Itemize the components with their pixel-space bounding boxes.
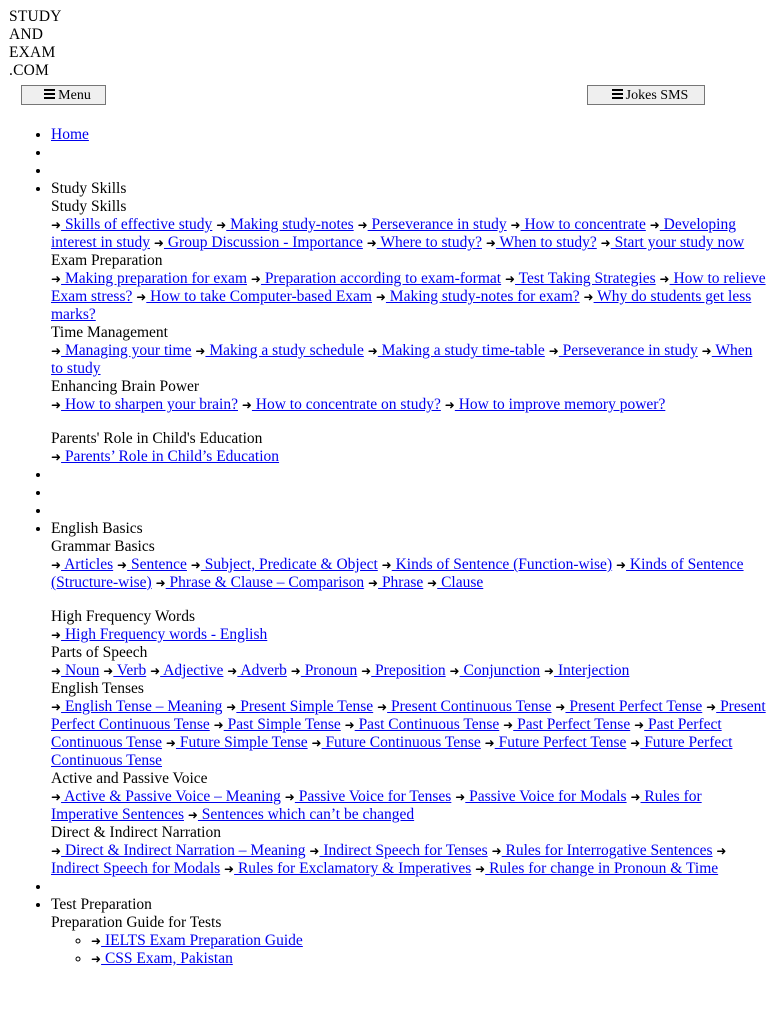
nav-item-empty — [51, 162, 768, 180]
link-present-perfect-tense[interactable]: Present Perfect Tense — [565, 698, 703, 715]
group-links — [51, 662, 768, 680]
arrow-right-icon: ➜ — [377, 700, 388, 714]
arrow-right-icon: ➜ — [485, 236, 496, 250]
arrow-right-icon: ➜ — [311, 736, 322, 750]
arrow-right-icon: ➜ — [51, 344, 62, 358]
arrow-right-icon: ➜ — [51, 844, 62, 858]
link-high-frequency-words-english[interactable]: High Frequency words - English — [61, 626, 268, 643]
group-heading: Active and Passive Voice — [51, 770, 208, 787]
arrow-right-icon: ➜ — [117, 558, 128, 572]
arrow-right-icon: ➜ — [367, 344, 378, 358]
link-rules-for-imperative-sentences[interactable]: Rules for Imperative Sentences — [51, 788, 702, 823]
link-future-continuous-tense[interactable]: Future Continuous Tense — [321, 734, 481, 751]
arrow-right-icon: ➜ — [634, 718, 645, 732]
arrow-right-icon: ➜ — [155, 576, 166, 590]
group-heading: Parts of Speech — [51, 644, 148, 661]
study-skills-menu — [51, 198, 768, 466]
link-making-study-notes-for-exam[interactable]: Making study-notes for exam? — [385, 288, 580, 305]
group-links — [51, 216, 768, 252]
arrow-right-icon: ➜ — [91, 934, 102, 948]
group-heading: Grammar Basics — [51, 538, 155, 555]
arrow-right-icon: ➜ — [51, 558, 62, 572]
link-kinds-of-sentence-structure-wise[interactable]: Kinds of Sentence (Structure-wise) — [51, 556, 744, 591]
arrow-right-icon: ➜ — [153, 236, 164, 250]
group-links — [51, 556, 768, 592]
nav-item-empty — [51, 466, 768, 484]
link-indirect-speech-for-tenses[interactable]: Indirect Speech for Tenses — [319, 842, 488, 859]
group-heading: Enhancing Brain Power — [51, 378, 200, 395]
group-heading: Direct & Indirect Narration — [51, 824, 221, 841]
arrow-right-icon: ➜ — [165, 736, 176, 750]
arrow-right-icon: ➜ — [510, 218, 521, 232]
arrow-right-icon: ➜ — [51, 664, 62, 678]
link-when-to-study[interactable]: When to study? — [495, 234, 597, 251]
arrow-right-icon: ➜ — [357, 218, 368, 232]
arrow-right-icon: ➜ — [475, 862, 486, 876]
arrow-right-icon: ➜ — [213, 718, 224, 732]
link-perseverance-in-study[interactable]: Perseverance in study — [558, 342, 698, 359]
link-subject-predicate-object[interactable]: Subject, Predicate & Object — [200, 556, 378, 573]
arrow-right-icon: ➜ — [226, 700, 237, 714]
group-spacer — [51, 414, 768, 430]
nav-item-english-basics — [51, 520, 768, 878]
group-spacer — [51, 592, 768, 608]
arrow-right-icon: ➜ — [649, 218, 660, 232]
link-where-to-study[interactable]: Where to study? — [376, 234, 482, 251]
arrow-right-icon: ➜ — [361, 664, 372, 678]
link-past-continuous-tense[interactable]: Past Continuous Tense — [354, 716, 500, 733]
link-rules-for-interrogative-sentences[interactable]: Rules for Interrogative Sentences — [501, 842, 713, 859]
group-heading: Preparation Guide for Tests — [51, 914, 222, 931]
link-english-tense-meaning[interactable]: English Tense – Meaning — [61, 698, 223, 715]
test-prep-list — [51, 932, 768, 968]
link-articles[interactable]: Articles — [61, 556, 114, 573]
link-adjective[interactable]: Adjective — [160, 662, 224, 679]
nav-item-empty — [51, 878, 768, 896]
group-heading: High Frequency Words — [51, 608, 195, 625]
arrow-right-icon: ➜ — [150, 664, 161, 678]
link-how-to-sharpen-your-brain[interactable]: How to sharpen your brain? — [61, 396, 238, 413]
link-making-study-notes[interactable]: Making study-notes — [226, 216, 354, 233]
arrow-right-icon: ➜ — [187, 808, 198, 822]
arrow-right-icon: ➜ — [227, 664, 238, 678]
site-logo[interactable] — [9, 8, 62, 80]
arrow-right-icon: ➜ — [548, 344, 559, 358]
menu-button-label: Menu — [58, 87, 91, 103]
link-how-to-concentrate-on-study[interactable]: How to concentrate on study? — [251, 396, 441, 413]
arrow-right-icon: ➜ — [368, 576, 379, 590]
link-present-perfect-continuous-tense[interactable]: Present Perfect Continuous Tense — [51, 698, 766, 733]
nav-item-empty — [51, 484, 768, 502]
link-how-to-relieve-exam-stress[interactable]: How to relieve Exam stress? — [51, 270, 766, 305]
arrow-right-icon: ➜ — [241, 398, 252, 412]
arrow-right-icon: ➜ — [381, 558, 392, 572]
arrow-right-icon: ➜ — [503, 718, 514, 732]
group-links — [51, 270, 768, 324]
arrow-right-icon: ➜ — [427, 576, 438, 590]
link-direct-indirect-narration-meaning[interactable]: Direct & Indirect Narration – Meaning — [61, 842, 306, 859]
link-present-continuous-tense[interactable]: Present Continuous Tense — [387, 698, 552, 715]
section-title: • English Basics — [51, 520, 143, 537]
group-links — [51, 342, 768, 378]
arrow-right-icon: ➜ — [216, 218, 227, 232]
group-links — [51, 396, 768, 414]
link-active-passive-voice-meaning[interactable]: Active & Passive Voice – Meaning — [61, 788, 281, 805]
hamburger-icon — [612, 87, 623, 101]
logo-line: .COM — [9, 62, 49, 79]
link-future-perfect-tense[interactable]: Future Perfect Tense — [494, 734, 627, 751]
link-perseverance-in-study[interactable]: Perseverance in study — [367, 216, 507, 233]
nav-item-empty — [51, 144, 768, 162]
link-how-to-take-computer-based-exam[interactable]: How to take Computer-based Exam — [146, 288, 372, 305]
link-interjection[interactable]: Interjection — [554, 662, 630, 679]
link-rules-for-change-in-pronoun-time[interactable]: Rules for change in Pronoun & Time — [485, 860, 719, 877]
arrow-right-icon: ➜ — [284, 790, 295, 804]
arrow-right-icon: ➜ — [615, 558, 627, 572]
arrow-right-icon: ➜ — [51, 450, 62, 464]
arrow-right-icon: ➜ — [630, 790, 641, 804]
arrow-right-icon: ➜ — [91, 952, 102, 966]
link-conjunction[interactable]: Conjunction — [459, 662, 541, 679]
link-adverb[interactable]: Adverb — [237, 662, 287, 679]
arrow-right-icon: ➜ — [444, 398, 455, 412]
link-passive-voice-for-tenses[interactable]: Passive Voice for Tenses — [294, 788, 452, 805]
group-links — [51, 698, 768, 770]
logo-line: EXAM — [9, 44, 56, 61]
list-item — [91, 950, 768, 968]
list-item — [91, 932, 768, 950]
link-skills-of-effective-study[interactable]: Skills of effective study — [61, 216, 213, 233]
arrow-right-icon: ➜ — [701, 344, 712, 358]
group-heading: Exam Preparation — [51, 252, 163, 269]
link-pronoun[interactable]: Pronoun — [300, 662, 358, 679]
nav-item-test-preparation — [51, 896, 768, 968]
nav-item-study-skills — [51, 180, 768, 466]
arrow-right-icon: ➜ — [195, 344, 206, 358]
arrow-right-icon: ➜ — [716, 844, 727, 858]
section-title: • Study Skills — [51, 180, 127, 197]
arrow-right-icon: ➜ — [51, 628, 62, 642]
link-noun[interactable]: Noun — [61, 662, 100, 679]
arrow-right-icon: ➜ — [630, 736, 641, 750]
link-present-simple-tense[interactable]: Present Simple Tense — [236, 698, 374, 715]
arrow-right-icon: ➜ — [51, 700, 62, 714]
link-future-perfect-continuous-tense[interactable]: Future Perfect Continuous Tense — [51, 734, 733, 769]
section-title: • Test Preparation — [51, 896, 152, 913]
arrow-right-icon: ➜ — [544, 664, 555, 678]
arrow-right-icon: ➜ — [51, 398, 62, 412]
link-past-perfect-continuous-tense[interactable]: Past Perfect Continuous Tense — [51, 716, 722, 751]
link-making-preparation-for-exam[interactable]: Making preparation for exam — [61, 270, 247, 287]
arrow-right-icon: ➜ — [51, 218, 62, 232]
link-phrase[interactable]: Phrase — [378, 574, 424, 591]
link-when-to-study[interactable]: When to study — [51, 342, 753, 377]
link-css-exam-pakistan[interactable]: CSS Exam, Pakistan — [101, 950, 233, 967]
link-sentences-which-can-t-be-changed[interactable]: Sentences which can’t be changed — [197, 806, 415, 823]
main-nav-list — [0, 126, 768, 968]
link-phrase-clause-comparison[interactable]: Phrase & Clause – Comparison — [165, 574, 365, 591]
link-indirect-speech-for-modals[interactable]: Indirect Speech for Modals — [51, 860, 221, 877]
arrow-right-icon: ➜ — [555, 700, 566, 714]
link-start-your-study-now[interactable]: Start your study now — [610, 234, 745, 251]
jokes-sms-button-label: Jokes SMS — [625, 87, 689, 103]
link-managing-your-time[interactable]: Managing your time — [61, 342, 192, 359]
arrow-right-icon: ➜ — [224, 862, 235, 876]
arrow-right-icon: ➜ — [290, 664, 301, 678]
arrow-right-icon: ➜ — [504, 272, 516, 286]
arrow-right-icon: ➜ — [600, 236, 611, 250]
group-heading: English Tenses — [51, 680, 144, 697]
english-basics-menu — [51, 538, 768, 878]
arrow-right-icon: ➜ — [449, 664, 460, 678]
link-passive-voice-for-modals[interactable]: Passive Voice for Modals — [465, 788, 627, 805]
link-developing-interest-in-study[interactable]: Developing interest in study — [51, 216, 736, 251]
link-ielts-exam-preparation-guide[interactable]: IELTS Exam Preparation Guide — [101, 932, 303, 949]
group-heading: Time Management — [51, 324, 168, 341]
arrow-right-icon: ➜ — [375, 290, 386, 304]
arrow-right-icon: ➜ — [455, 790, 466, 804]
arrow-right-icon: ➜ — [583, 290, 594, 304]
link-rules-for-exclamatory-imperatives[interactable]: Rules for Exclamatory & Imperatives — [234, 860, 472, 877]
home-link[interactable]: Home — [51, 126, 89, 143]
group-heading: Parents' Role in Child's Education — [51, 430, 263, 447]
menu-button[interactable] — [21, 85, 106, 105]
link-how-to-concentrate[interactable]: How to concentrate — [520, 216, 646, 233]
group-links — [51, 842, 768, 878]
nav-item-home — [51, 126, 768, 144]
link-clause[interactable]: Clause — [437, 574, 484, 591]
arrow-right-icon: ➜ — [659, 272, 670, 286]
link-past-simple-tense[interactable]: Past Simple Tense — [223, 716, 341, 733]
logo-line: STUDY — [9, 8, 62, 25]
link-test-taking-strategies[interactable]: Test Taking Strategies — [515, 270, 656, 287]
arrow-right-icon: ➜ — [250, 272, 261, 286]
logo-line: AND — [9, 26, 44, 43]
link-how-to-improve-memory-power[interactable]: How to improve memory power? — [454, 396, 666, 413]
group-links — [51, 788, 768, 824]
arrow-right-icon: ➜ — [136, 290, 147, 304]
link-verb[interactable]: Verb — [113, 662, 147, 679]
group-heading: Study Skills — [51, 198, 127, 215]
arrow-right-icon: ➜ — [366, 236, 377, 250]
arrow-right-icon: ➜ — [344, 718, 355, 732]
arrow-right-icon: ➜ — [484, 736, 495, 750]
arrow-right-icon: ➜ — [51, 790, 62, 804]
link-parents-role-in-child-s-education[interactable]: Parents’ Role in Child’s Education — [61, 448, 280, 465]
link-sentence[interactable]: Sentence — [127, 556, 187, 573]
link-making-a-study-schedule[interactable]: Making a study schedule — [205, 342, 364, 359]
link-why-do-students-get-less-marks[interactable]: Why do students get less marks? — [51, 288, 752, 323]
arrow-right-icon: ➜ — [103, 664, 114, 678]
arrow-right-icon: ➜ — [706, 700, 717, 714]
group-links — [51, 448, 768, 466]
arrow-right-icon: ➜ — [190, 558, 201, 572]
link-past-perfect-tense[interactable]: Past Perfect Tense — [513, 716, 631, 733]
arrow-right-icon: ➜ — [491, 844, 502, 858]
link-preposition[interactable]: Preposition — [371, 662, 446, 679]
arrow-right-icon: ➜ — [309, 844, 320, 858]
jokes-sms-button[interactable] — [587, 85, 705, 105]
link-making-a-study-time-table[interactable]: Making a study time-table — [377, 342, 545, 359]
hamburger-icon — [44, 87, 55, 101]
link-group-discussion-importance[interactable]: Group Discussion - Importance — [163, 234, 363, 251]
group-links — [51, 626, 768, 644]
arrow-right-icon: ➜ — [51, 272, 62, 286]
link-future-simple-tense[interactable]: Future Simple Tense — [175, 734, 308, 751]
link-kinds-of-sentence-function-wise[interactable]: Kinds of Sentence (Function-wise) — [391, 556, 613, 573]
link-preparation-according-to-exam-format[interactable]: Preparation according to exam-format — [260, 270, 502, 287]
nav-item-empty — [51, 502, 768, 520]
